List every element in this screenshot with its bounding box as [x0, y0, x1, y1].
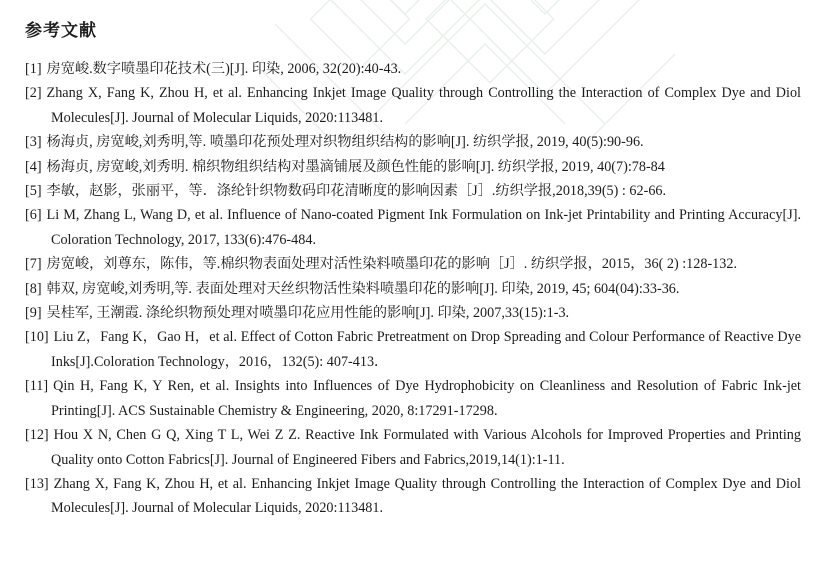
- reference-text: Li M, Zhang L, Wang D, et al. Influence of Nano-coated Pigment Ink Formulation on Ink-jet Printability and Printing Accuracy[J]. Coloration Technology, 2017, 133(6):476-484.: [46, 207, 801, 248]
- reference-marker: [10]: [25, 329, 49, 346]
- reference-text: Hou X N, Chen G Q, Xing T L, Wei Z Z. Reactive Ink Formulated with Various Alcohols for Improved Properties and Printing Quality onto Cotton Fabrics[J]. Journal of Engineered Fibers and Fabrics,2019,14(1):1-11.: [51, 427, 801, 468]
- reference-marker: [9]: [25, 305, 42, 322]
- reference-marker: [1]: [25, 61, 42, 77]
- reference-text: 杨海贞, 房宽峻,刘秀明,等. 喷墨印花预处理对织物组织结构的影响[J]. 纺织学报, 2019, 40(5):90-96.: [46, 134, 644, 151]
- reference-text: 杨海贞, 房宽峻,刘秀明. 棉织物组织结构对墨滴铺展及颜色性能的影响[J]. 纺织学报, 2019, 40(7):78-84: [46, 158, 665, 175]
- reference-item: [25, 203, 801, 252]
- reference-item: [25, 130, 801, 154]
- reference-text: Qin H, Fang K, Y Ren, et al. Insights into Influences of Dye Hydrophobicity on Cleanliness and Resolution of Fabric Ink-jet Printing[J]. ACS Sustainable Chemistry & Engineering, 2020, 8:17291-17298.: [51, 378, 801, 419]
- reference-marker: [3]: [25, 134, 42, 151]
- reference-marker: [4]: [25, 158, 42, 175]
- reference-marker: [8]: [25, 280, 42, 297]
- reference-marker: [12]: [25, 427, 49, 444]
- reference-item: [25, 325, 801, 374]
- reference-item: [25, 252, 801, 276]
- reference-item: [25, 374, 801, 423]
- reference-text: 韩双, 房宽峻,刘秀明,等. 表面处理对天丝织物活性染料喷墨印花的影响[J]. 印染, 2019, 45; 604(04):33-36.: [46, 280, 680, 297]
- reference-item: [25, 277, 801, 301]
- reference-item: [25, 81, 801, 130]
- reference-marker: [2]: [25, 85, 42, 102]
- reference-marker: [11]: [25, 378, 49, 395]
- reference-text: Liu Z，Fang K，Gao H，et al. Effect of Cotton Fabric Pretreatment on Drop Spreading and Colour Performance of Reactive Dye Inks[J].Coloration Technology，2016，132(5): 407-413．: [51, 329, 801, 370]
- reference-item: [25, 57, 801, 81]
- reference-marker: [7]: [25, 256, 42, 273]
- reference-marker: [6]: [25, 207, 42, 224]
- reference-text: Zhang X, Fang K, Zhou H, et al. Enhancing Inkjet Image Quality through Controlling the Interaction of Complex Dye and Diol Molecules[J]. Journal of Molecular Liquids, 2020:113481.: [51, 475, 801, 517]
- reference-item: [25, 472, 801, 521]
- reference-item: [25, 423, 801, 472]
- reference-list: [25, 57, 801, 521]
- reference-item: [25, 301, 801, 325]
- reference-item: [25, 155, 801, 179]
- reference-text: 李敏，赵影，张丽平，等．涤纶针织物数码印花清晰度的影响因素［J］.纺织学报,2018,39(5) : 62-66.: [46, 183, 667, 200]
- reference-text: Zhang X, Fang K, Zhou H, et al. Enhancing Inkjet Image Quality through Controlling the Interaction of Complex Dye and Diol Molecules[J]. Journal of Molecular Liquids, 2020:113481.: [46, 85, 801, 126]
- reference-marker: [13]: [25, 475, 49, 492]
- reference-text: 房宽峻.数字喷墨印花技术(三)[J]. 印染, 2006, 32(20):40-43.: [46, 61, 402, 77]
- reference-text: 房宽峻，刘尊东，陈伟，等.棉织物表面处理对活性染料喷墨印花的影响［J］. 纺织学报，2015，36( 2) :128-132.: [46, 256, 737, 273]
- reference-text: 吴桂军, 王潮霞. 涤纶织物预处理对喷墨印花应用性能的影响[J]. 印染, 2007,33(15):1-3.: [46, 305, 570, 322]
- reference-marker: [5]: [25, 183, 42, 200]
- reference-item: [25, 179, 801, 203]
- page-title: 参考文献: [25, 21, 97, 40]
